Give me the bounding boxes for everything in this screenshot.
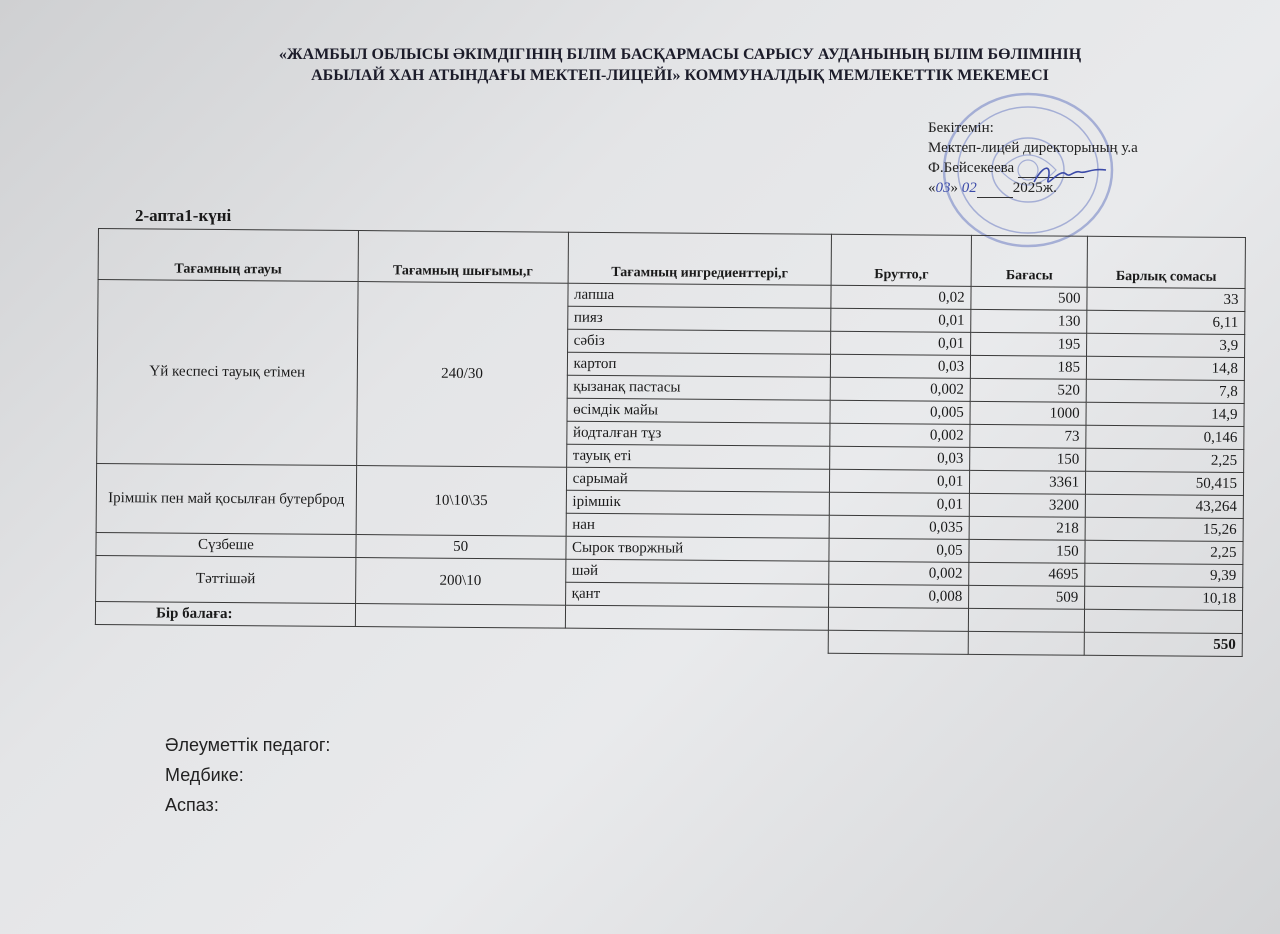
header-yield: Тағамның шығымы,г xyxy=(358,231,568,284)
ingredient: шәй xyxy=(565,559,829,584)
total: 33 xyxy=(1087,287,1245,311)
header-brutto: Брутто,г xyxy=(831,234,971,286)
date-blank-line xyxy=(977,183,1013,198)
price: 1000 xyxy=(970,401,1086,425)
brutto: 0,03 xyxy=(831,354,971,378)
brutto: 0,008 xyxy=(829,584,969,608)
handwritten-signature-icon xyxy=(1030,160,1110,190)
header-ingredients: Тағамның ингредиенттері,г xyxy=(568,232,832,285)
brutto: 0,01 xyxy=(830,492,970,516)
brutto: 0,002 xyxy=(830,377,970,401)
price: 218 xyxy=(969,516,1085,540)
ingredient: сәбіз xyxy=(567,329,831,354)
total: 50,415 xyxy=(1086,471,1244,495)
approval-position: Мектеп-лицей директорының у.а xyxy=(928,140,1138,156)
spacer-cell xyxy=(565,628,829,653)
brutto: 0,002 xyxy=(830,423,970,447)
empty-cell xyxy=(829,630,969,654)
dish-yield: 240/30 xyxy=(356,282,567,468)
date-month: 02 xyxy=(961,180,977,196)
header-total: Барлық сомасы xyxy=(1087,236,1245,288)
dish-name: Тәттішәй xyxy=(96,555,356,603)
total: 2,25 xyxy=(1086,448,1244,472)
total: 43,264 xyxy=(1085,494,1243,518)
ingredient: сарымай xyxy=(566,467,830,492)
empty-cell xyxy=(969,608,1085,632)
empty-cell xyxy=(968,631,1084,655)
brutto: 0,05 xyxy=(829,538,969,562)
empty-cell xyxy=(1084,609,1242,633)
date-prefix: « xyxy=(928,180,936,196)
approval-name: Ф.Бейсекеева xyxy=(928,160,1015,176)
brutto: 0,01 xyxy=(831,331,971,355)
ingredient: пияз xyxy=(567,306,831,331)
signatures-footer xyxy=(165,730,330,820)
document-header xyxy=(150,44,1210,86)
price: 4695 xyxy=(969,562,1085,586)
ingredient: қызанақ пастасы xyxy=(567,375,831,400)
price: 130 xyxy=(971,309,1087,333)
ingredient: өсімдік майы xyxy=(567,398,831,423)
nurse-label: Медбике: xyxy=(165,765,244,785)
total: 2,25 xyxy=(1085,540,1243,564)
dish-yield: 50 xyxy=(356,535,566,560)
per-child-label: Бір балаға: xyxy=(95,601,355,626)
total: 7,8 xyxy=(1086,379,1244,403)
brutto: 0,002 xyxy=(829,561,969,585)
header-line-2: АБЫЛАЙ ХАН АТЫНДАҒЫ МЕКТЕП-ЛИЦЕЙІ» КОММУНАЛДЫҚ МЕМЛЕКЕТТІК МЕКЕМЕСІ xyxy=(311,67,1049,84)
ingredient: ірімшік xyxy=(566,490,830,515)
brutto: 0,005 xyxy=(830,400,970,424)
grand-total: 550 xyxy=(1084,632,1242,656)
brutto: 0,035 xyxy=(829,515,969,539)
social-pedagogue-label: Әлеуметтік педагог: xyxy=(165,735,331,755)
menu-table xyxy=(95,228,1246,657)
approval-label: Бекітемін: xyxy=(928,120,994,136)
dish-yield: 10\10\35 xyxy=(356,466,566,537)
price: 150 xyxy=(970,447,1086,471)
dish-name: Үй кеспесі тауық етімен xyxy=(97,280,358,466)
brutto: 0,01 xyxy=(830,469,970,493)
price: 150 xyxy=(969,539,1085,563)
price: 73 xyxy=(970,424,1086,448)
header-dish-name: Тағамның атауы xyxy=(98,229,358,282)
spacer-cell xyxy=(355,627,565,652)
total: 3,9 xyxy=(1087,333,1245,357)
ingredient: тауық еті xyxy=(566,444,830,469)
date-day: 03 xyxy=(935,180,951,196)
empty-cell xyxy=(355,604,565,629)
ingredient: қант xyxy=(565,582,829,607)
total: 6,11 xyxy=(1087,310,1245,334)
brutto: 0,01 xyxy=(831,308,971,332)
price: 3200 xyxy=(969,493,1085,517)
dish-name: Сүзбеше xyxy=(96,532,356,557)
table-header-row xyxy=(98,229,1245,289)
ingredient: лапша xyxy=(567,283,831,308)
price: 500 xyxy=(971,286,1087,310)
ingredient: Сырок творжный xyxy=(565,536,829,561)
header-price: Бағасы xyxy=(971,235,1087,287)
brutto: 0,02 xyxy=(831,285,971,309)
empty-cell xyxy=(829,607,969,631)
total: 15,26 xyxy=(1085,517,1243,541)
price: 3361 xyxy=(970,470,1086,494)
week-day-label: 2-апта1-күні xyxy=(135,206,232,225)
total: 14,9 xyxy=(1086,402,1244,426)
ingredient: йодталған тұз xyxy=(566,421,830,446)
approval-date-line: «03» 02 2025ж. xyxy=(928,180,1057,196)
dish-yield: 200\10 xyxy=(355,558,565,606)
price: 520 xyxy=(970,378,1086,402)
price: 509 xyxy=(969,585,1085,609)
ingredient: нан xyxy=(566,513,830,538)
brutto: 0,03 xyxy=(830,446,970,470)
total: 0,146 xyxy=(1086,425,1244,449)
price: 185 xyxy=(971,355,1087,379)
header-line-1: «ЖАМБЫЛ ОБЛЫСЫ ӘКІМДІГІНІҢ БІЛІМ БАСҚАРМАСЫ САРЫСУ АУДАНЫНЫҢ БІЛІМ БӨЛІМІНІҢ xyxy=(278,46,1082,63)
date-year: 2025ж. xyxy=(1012,180,1057,196)
ingredient: картоп xyxy=(567,352,831,377)
dish-name: Ірімшік пен май қосылған бутерброд xyxy=(96,463,356,534)
total: 14,8 xyxy=(1086,356,1244,380)
spacer-cell xyxy=(95,624,355,649)
cook-label: Аспаз: xyxy=(165,795,219,815)
total: 10,18 xyxy=(1085,586,1243,610)
empty-cell xyxy=(565,605,829,630)
price: 195 xyxy=(971,332,1087,356)
total: 9,39 xyxy=(1085,563,1243,587)
